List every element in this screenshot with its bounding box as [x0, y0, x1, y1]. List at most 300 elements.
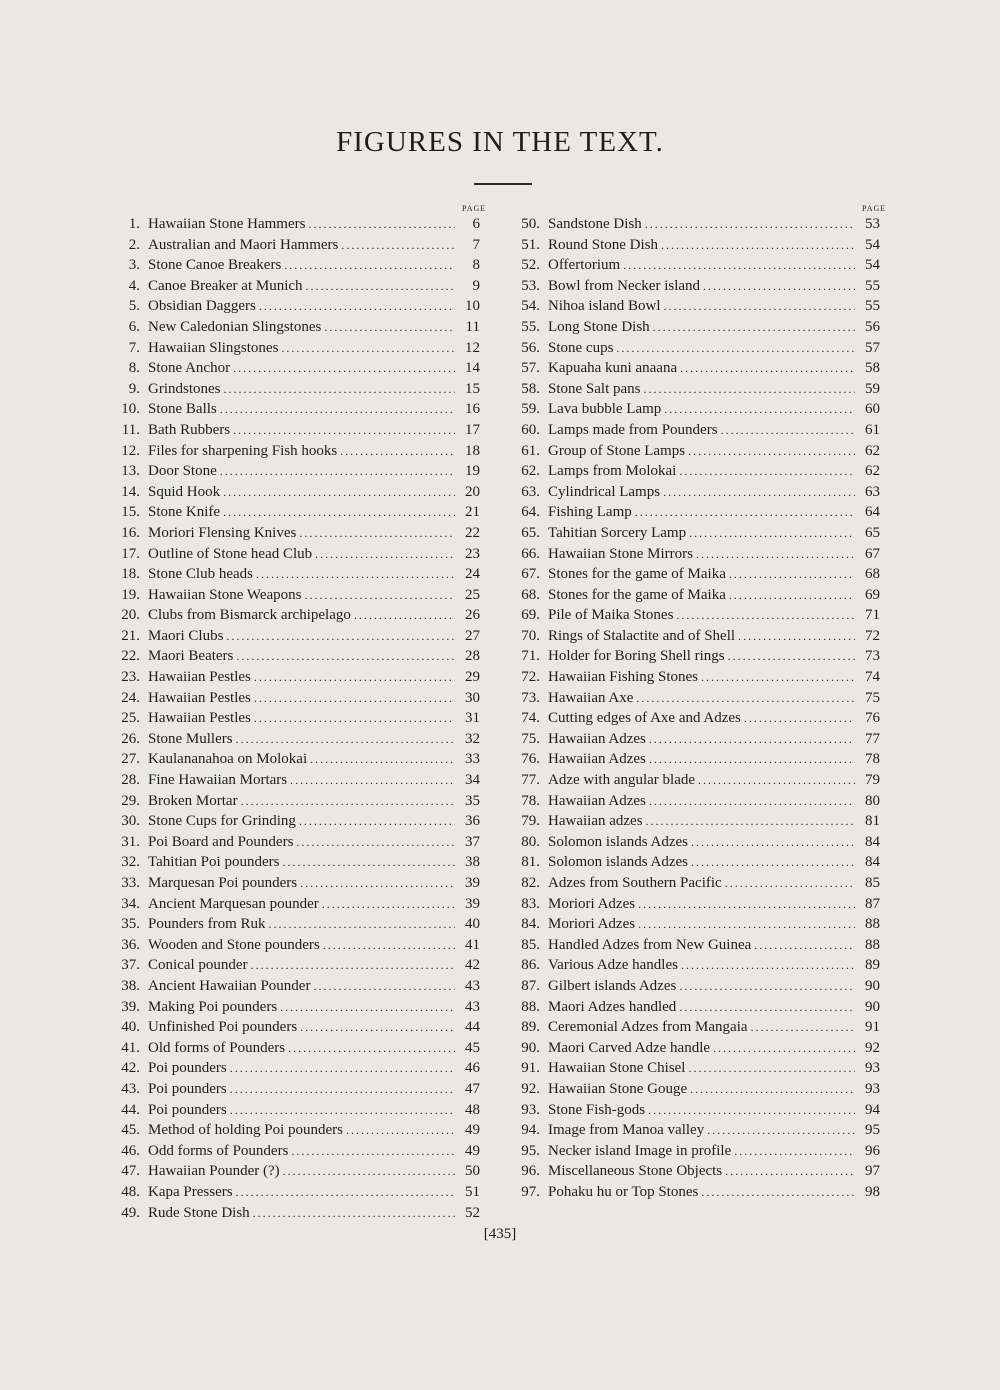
figure-page-number: 32 — [465, 730, 480, 747]
figure-entry — [100, 791, 480, 812]
dot-leader — [259, 296, 455, 317]
figure-page-number: 80 — [865, 792, 880, 809]
figure-page-number: 22 — [465, 524, 480, 541]
figure-title: Various Adze handles — [548, 957, 678, 974]
figure-page-number: 7 — [472, 236, 480, 253]
figure-entry — [100, 688, 480, 709]
dot-leader — [280, 997, 455, 1018]
figure-entry — [100, 1100, 480, 1121]
figure-page-number: 55 — [865, 277, 880, 294]
figure-title: Hawaiian Pestles — [148, 710, 251, 727]
dot-leader — [636, 688, 855, 709]
figure-entry — [500, 585, 880, 606]
dot-leader — [698, 770, 855, 791]
figure-title: Rude Stone Dish — [148, 1204, 250, 1221]
figure-title: Lamps made from Pounders — [548, 421, 718, 438]
dot-leader — [254, 667, 455, 688]
figure-title: Hawaiian Adzes — [548, 792, 646, 809]
figure-page-number: 58 — [865, 360, 880, 377]
figure-page-number: 52 — [465, 1204, 480, 1221]
figure-number: 55. — [521, 318, 540, 335]
figure-number: 95. — [521, 1142, 540, 1159]
figure-entry — [100, 1182, 480, 1203]
figure-page-number: 23 — [465, 545, 480, 562]
figure-title: Method of holding Poi pounders — [148, 1122, 343, 1139]
figure-number: 19. — [121, 586, 140, 603]
figure-entry — [100, 873, 480, 894]
figure-entry — [100, 646, 480, 667]
figure-number: 69. — [521, 607, 540, 624]
figure-title: Outline of Stone head Club — [148, 545, 313, 562]
figure-number: 62. — [521, 463, 540, 480]
dot-leader — [689, 523, 855, 544]
figure-number: 24. — [121, 689, 140, 706]
dot-leader — [649, 729, 855, 750]
figure-entry — [500, 605, 880, 626]
dot-leader — [254, 688, 455, 709]
figure-page-number: 78 — [865, 751, 880, 768]
figure-number: 44. — [121, 1101, 140, 1118]
figure-number: 3. — [128, 257, 140, 274]
figure-page-number: 44 — [465, 1019, 480, 1036]
figure-number: 35. — [121, 916, 140, 933]
figure-entry — [100, 976, 480, 997]
figure-entry — [100, 585, 480, 606]
figure-entry — [500, 976, 880, 997]
figure-number: 89. — [521, 1019, 540, 1036]
figure-entry — [500, 935, 880, 956]
dot-leader — [664, 296, 856, 317]
figure-title: Ceremonial Adzes from Mangaia — [548, 1019, 748, 1036]
dot-leader — [220, 461, 455, 482]
figure-number: 88. — [521, 998, 540, 1015]
figure-number: 74. — [521, 710, 540, 727]
figure-number: 49. — [121, 1204, 140, 1221]
figure-entry — [100, 1058, 480, 1079]
dot-leader — [223, 502, 455, 523]
figure-number: 36. — [121, 936, 140, 953]
figure-number: 72. — [521, 669, 540, 686]
dot-leader — [679, 976, 855, 997]
figure-title: Necker island Image in profile — [548, 1142, 732, 1159]
figure-number: 25. — [121, 710, 140, 727]
figure-title: Ancient Marquesan pounder — [148, 895, 319, 912]
figure-title: Stone Cups for Grinding — [148, 813, 296, 830]
figure-title: Adzes from Southern Pacific — [548, 875, 722, 891]
figure-page-number: 26 — [465, 607, 480, 624]
figure-page-number: 59 — [865, 380, 880, 397]
figure-entry — [100, 935, 480, 956]
figure-page-number: 16 — [465, 401, 480, 418]
figure-title: Kapa Pressers — [148, 1183, 233, 1200]
figure-number: 22. — [121, 648, 140, 665]
figure-page-number: 65 — [865, 524, 880, 541]
figure-entry — [500, 770, 880, 791]
figure-entry — [500, 749, 880, 770]
figure-title: Hawaiian Pounder (?) — [148, 1163, 280, 1180]
figure-title: Maori Beaters — [148, 648, 234, 665]
figure-title: Hawaiian Stone Chisel — [548, 1060, 686, 1077]
figure-entry — [500, 832, 880, 853]
figure-entry — [500, 523, 880, 544]
figure-entry — [100, 1141, 480, 1162]
figure-entry — [100, 832, 480, 853]
dot-leader — [680, 358, 855, 379]
figure-page-number: 61 — [865, 421, 880, 438]
figure-title: Hawaiian Stone Weapons — [148, 586, 302, 603]
figure-title: Maori Adzes handled — [548, 998, 677, 1015]
dot-leader — [691, 852, 855, 873]
figure-title: Stone cups — [548, 339, 614, 356]
dot-leader — [646, 811, 855, 832]
figure-page-number: 19 — [465, 463, 480, 480]
figure-number: 40. — [121, 1019, 140, 1036]
figure-page-number: 10 — [465, 298, 480, 315]
figure-page-number: 90 — [865, 998, 880, 1015]
dot-leader — [300, 873, 455, 894]
dot-leader — [638, 914, 855, 935]
figure-title: Solomon islands Adzes — [548, 854, 689, 871]
figure-page-number: 74 — [865, 669, 880, 686]
figure-page-number: 85 — [865, 875, 880, 891]
figure-title: Adze with angular blade — [548, 772, 696, 789]
figure-title: Hawaiian Adzes — [548, 730, 646, 747]
figure-title: Offertorium — [548, 257, 621, 274]
dot-leader — [635, 502, 855, 523]
figure-title: Solomon islands Adzes — [548, 833, 689, 850]
figure-number: 43. — [121, 1080, 140, 1097]
figure-number: 41. — [121, 1039, 140, 1056]
figure-title: Hawaiian Stone Hammers — [148, 216, 306, 232]
figure-number: 45. — [121, 1122, 140, 1139]
figure-page-number: 84 — [865, 833, 880, 850]
figure-page-number: 47 — [465, 1080, 480, 1097]
figure-title: Handled Adzes from New Guinea — [548, 936, 752, 953]
figure-number: 28. — [121, 772, 140, 789]
dot-leader — [256, 564, 455, 585]
figure-page-number: 18 — [465, 442, 480, 459]
dot-leader — [691, 832, 855, 853]
figure-page-number: 28 — [465, 648, 480, 665]
figure-title: New Caledonian Slingstones — [148, 318, 322, 335]
figure-title: Rings of Stalactite and of Shell — [548, 627, 736, 644]
figure-title: Stone Canoe Breakers — [148, 257, 282, 274]
figure-title: Odd forms of Pounders — [148, 1142, 289, 1159]
figure-number: 64. — [521, 504, 540, 521]
figure-page-number: 62 — [865, 442, 880, 459]
figure-entry — [100, 1203, 480, 1224]
figure-page-number: 94 — [865, 1101, 880, 1118]
figure-number: 81. — [521, 854, 540, 871]
figure-number: 21. — [121, 627, 140, 644]
dot-leader — [729, 585, 855, 606]
figure-number: 5. — [128, 298, 140, 315]
figure-title: Poi pounders — [148, 1080, 227, 1097]
dot-leader — [230, 1100, 455, 1121]
figure-number: 39. — [121, 998, 140, 1015]
figure-page-number: 35 — [465, 792, 480, 809]
figure-page-number: 38 — [465, 854, 480, 871]
figure-title: Bowl from Necker island — [548, 277, 701, 294]
dot-leader — [690, 1079, 855, 1100]
figure-number: 4. — [128, 277, 140, 294]
figure-entry — [100, 523, 480, 544]
dot-leader — [284, 255, 455, 276]
figure-page-number: 64 — [865, 504, 880, 521]
dot-leader — [648, 1100, 855, 1121]
figure-entry — [100, 502, 480, 523]
dot-leader — [679, 997, 855, 1018]
figure-title: Holder for Boring Shell rings — [548, 648, 725, 665]
dot-leader — [703, 276, 855, 297]
figure-page-number: 43 — [465, 998, 480, 1015]
figure-number: 68. — [521, 586, 540, 603]
figure-entry — [100, 894, 480, 915]
figure-number: 31. — [121, 833, 140, 850]
dot-leader — [616, 338, 855, 359]
figure-entry — [500, 502, 880, 523]
figure-entry — [500, 894, 880, 915]
figure-number: 82. — [521, 875, 540, 891]
dot-leader — [226, 626, 455, 647]
page-header-left: PAGE — [462, 204, 487, 213]
figure-page-number: 92 — [865, 1039, 880, 1056]
dot-leader — [296, 832, 455, 853]
figure-number: 86. — [521, 957, 540, 974]
dot-leader — [233, 358, 455, 379]
figure-number: 26. — [121, 730, 140, 747]
figure-number: 67. — [521, 566, 540, 583]
figure-page-number: 45 — [465, 1039, 480, 1056]
figure-page-number: 68 — [865, 566, 880, 583]
dot-leader — [649, 791, 855, 812]
figure-page-number: 20 — [465, 483, 480, 500]
figure-number: 15. — [121, 504, 140, 521]
figure-entry — [500, 955, 880, 976]
figure-title: Hawaiian Stone Mirrors — [548, 545, 693, 562]
figure-page-number: 81 — [865, 813, 880, 830]
figure-entry — [500, 729, 880, 750]
dot-leader — [230, 1058, 455, 1079]
dot-leader — [283, 1161, 455, 1182]
figure-title: Grindstones — [148, 380, 221, 397]
figure-entry — [100, 461, 480, 482]
dot-leader — [688, 441, 855, 462]
figure-number: 61. — [521, 442, 540, 459]
figure-title: Hawaiian adzes — [548, 813, 643, 830]
figure-page-number: 77 — [865, 730, 880, 747]
figure-page-number: 37 — [465, 833, 480, 850]
figure-page-number: 96 — [865, 1142, 880, 1159]
dot-leader — [299, 523, 455, 544]
figure-title: Group of Stone Lamps — [548, 442, 686, 459]
dot-leader — [744, 708, 855, 729]
figure-page-number: 11 — [465, 318, 480, 335]
figure-entry — [500, 544, 880, 565]
figure-page-number: 6 — [472, 216, 480, 232]
figure-number: 50. — [521, 216, 540, 232]
figure-page-number: 49 — [465, 1122, 480, 1139]
figure-entry — [100, 729, 480, 750]
figure-title: Door Stone — [148, 463, 217, 480]
figure-entry — [100, 482, 480, 503]
dot-leader — [676, 605, 855, 626]
figure-entry — [500, 1161, 880, 1182]
figure-title: Files for sharpening Fish hooks — [148, 442, 338, 459]
figure-page-number: 43 — [465, 977, 480, 994]
figure-entry — [100, 276, 480, 297]
figure-entry — [100, 1017, 480, 1038]
figure-entry — [100, 914, 480, 935]
figure-number: 75. — [521, 730, 540, 747]
figure-page-number: 90 — [865, 977, 880, 994]
figure-number: 87. — [521, 977, 540, 994]
figure-entry — [500, 564, 880, 585]
figure-number: 85. — [521, 936, 540, 953]
figure-title: Clubs from Bismarck archipelago — [148, 607, 351, 624]
figure-page-number: 73 — [865, 648, 880, 665]
figure-entry — [100, 605, 480, 626]
dot-leader — [725, 873, 855, 894]
figure-number: 54. — [521, 298, 540, 315]
figure-entry — [500, 873, 880, 894]
figure-entry — [500, 811, 880, 832]
figure-title: Stones for the game of Maika — [548, 566, 726, 583]
dot-leader — [754, 935, 855, 956]
figure-title: Stone Fish-gods — [548, 1101, 646, 1118]
figure-entry — [500, 214, 880, 235]
figure-entry — [100, 358, 480, 379]
dot-leader — [340, 441, 455, 462]
figure-number: 17. — [121, 545, 140, 562]
dot-leader — [681, 955, 855, 976]
page-title: FIGURES IN THE TEXT. — [336, 126, 664, 158]
figure-entry — [500, 235, 880, 256]
figure-entry — [500, 338, 880, 359]
figure-title: Long Stone Dish — [548, 318, 650, 335]
figure-entry — [100, 441, 480, 462]
figure-title: Cylindrical Lamps — [548, 483, 661, 500]
figure-entry — [100, 852, 480, 873]
figure-number: 71. — [521, 648, 540, 665]
figure-title: Australian and Maori Hammers — [148, 236, 339, 253]
figure-entry — [100, 379, 480, 400]
figure-entry — [500, 852, 880, 873]
figure-number: 16. — [121, 524, 140, 541]
figure-entry — [100, 255, 480, 276]
right-column — [500, 214, 880, 1203]
dot-leader — [300, 1017, 455, 1038]
figure-page-number: 88 — [865, 916, 880, 933]
dot-leader — [223, 482, 455, 503]
figure-title: Kaulananahoa on Molokai — [148, 751, 308, 768]
figure-entry — [500, 441, 880, 462]
figure-number: 1. — [128, 216, 140, 232]
dot-leader — [282, 852, 455, 873]
figure-page-number: 72 — [865, 627, 880, 644]
figure-entry — [500, 461, 880, 482]
figure-page-number: 57 — [865, 339, 880, 356]
figure-title: Kapuaha kuni anaana — [548, 360, 678, 377]
figure-number: 80. — [521, 833, 540, 850]
figure-number: 42. — [121, 1060, 140, 1077]
figure-title: Stone Salt pans — [548, 380, 641, 397]
figure-page-number: 95 — [865, 1122, 880, 1139]
dot-leader — [644, 379, 856, 400]
figure-title: Miscellaneous Stone Objects — [548, 1163, 723, 1180]
figure-entry — [500, 358, 880, 379]
figure-number: 8. — [128, 360, 140, 377]
figure-entry — [100, 420, 480, 441]
figure-entry — [500, 791, 880, 812]
figure-entry — [500, 317, 880, 338]
figure-number: 48. — [121, 1183, 140, 1200]
figure-title: Canoe Breaker at Munich — [148, 277, 303, 294]
figure-page-number: 87 — [865, 895, 880, 912]
dot-leader — [269, 914, 456, 935]
figure-page-number: 48 — [465, 1101, 480, 1118]
figure-page-number: 69 — [865, 586, 880, 603]
dot-leader — [663, 482, 855, 503]
dot-leader — [253, 1203, 455, 1224]
dot-leader — [679, 461, 855, 482]
dot-leader — [313, 976, 455, 997]
figure-title: Pile of Maika Stones — [548, 607, 674, 624]
dot-leader — [725, 1161, 855, 1182]
figure-page-number: 93 — [865, 1080, 880, 1097]
figure-number: 70. — [521, 627, 540, 644]
figure-number: 37. — [121, 957, 140, 974]
figure-entry — [100, 626, 480, 647]
figure-page-number: 67 — [865, 545, 880, 562]
dot-leader — [306, 276, 455, 297]
dot-leader — [281, 338, 455, 359]
figure-page-number: 56 — [865, 318, 880, 335]
figure-page-number: 21 — [465, 504, 480, 521]
dot-leader — [728, 646, 855, 667]
figure-entry — [500, 646, 880, 667]
figure-number: 32. — [121, 854, 140, 871]
figure-title: Image from Manoa valley — [548, 1122, 705, 1139]
figure-entry — [500, 276, 880, 297]
figure-page-number: 49 — [465, 1142, 480, 1159]
figure-number: 53. — [521, 277, 540, 294]
figure-page-number: 62 — [865, 463, 880, 480]
figure-number: 66. — [521, 545, 540, 562]
figure-entry — [100, 708, 480, 729]
figure-entry — [500, 482, 880, 503]
figure-title: Moriori Adzes — [548, 916, 636, 933]
figure-title: Marquesan Poi pounders — [148, 875, 298, 891]
figure-number: 56. — [521, 339, 540, 356]
figure-title: Broken Mortar — [148, 792, 238, 809]
figure-number: 14. — [121, 483, 140, 500]
dot-leader — [721, 420, 855, 441]
figure-number: 57. — [521, 360, 540, 377]
figure-number: 13. — [121, 463, 140, 480]
figure-title: Moriori Flensing Knives — [148, 524, 297, 541]
figure-page-number: 46 — [465, 1060, 480, 1077]
dot-leader — [323, 935, 455, 956]
dot-leader — [701, 1182, 855, 1203]
figure-page-number: 9 — [472, 277, 480, 294]
figure-number: 93. — [521, 1101, 540, 1118]
figure-number: 65. — [521, 524, 540, 541]
figure-entry — [100, 544, 480, 565]
figure-page-number: 91 — [865, 1019, 880, 1036]
figure-number: 63. — [521, 483, 540, 500]
figure-title: Bath Rubbers — [148, 421, 231, 438]
